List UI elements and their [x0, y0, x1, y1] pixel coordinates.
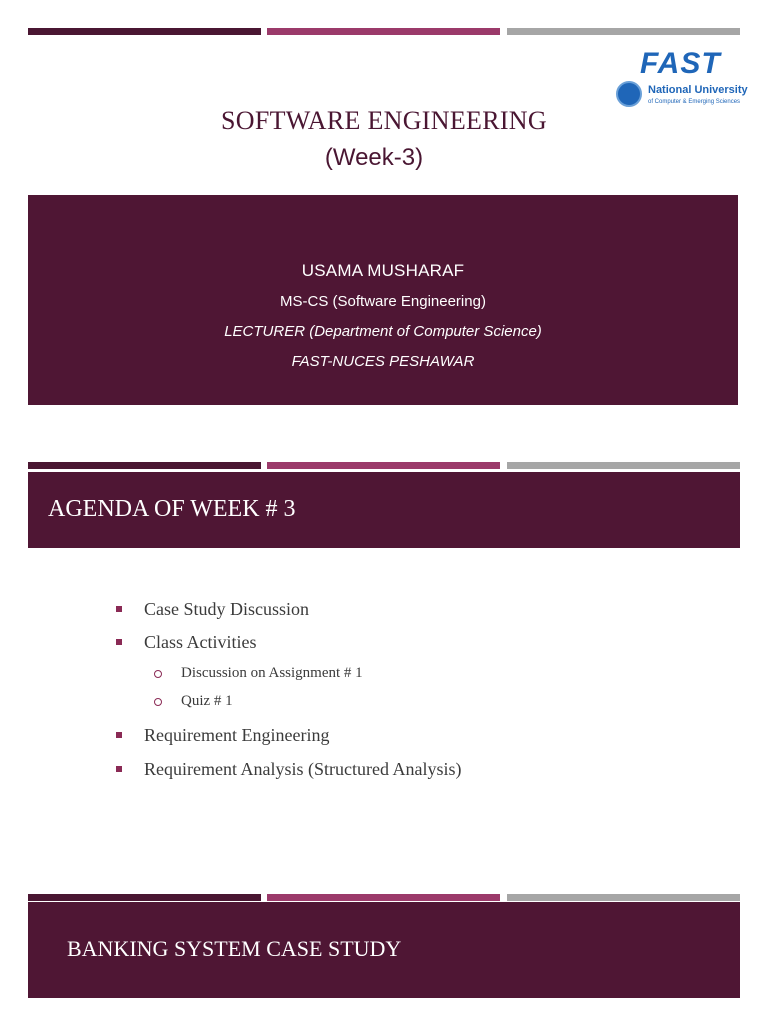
university-seal-icon [616, 81, 642, 107]
list-item-text: Quiz # 1 [181, 693, 233, 709]
presenter-panel [28, 195, 738, 405]
title-slide [0, 0, 768, 440]
bullet-square-icon [116, 766, 122, 772]
bullet-circle-icon [154, 670, 162, 678]
agenda-slide [0, 458, 768, 880]
list-item-text: Discussion on Assignment # 1 [181, 665, 363, 681]
logo-line-1: National University [648, 84, 748, 96]
logo-line-2: of Computer & Emerging Sciences [648, 99, 741, 105]
logo-wordmark: FAST [640, 47, 721, 80]
presenter-degree: MS-CS (Software Engineering) [280, 293, 486, 310]
presenter-institution: FAST-NUCES PESHAWAR [291, 353, 475, 370]
bullet-square-icon [116, 732, 122, 738]
slide-subtitle: (Week-3) [324, 144, 424, 171]
bullet-square-icon [116, 606, 122, 612]
case-study-slide [0, 888, 768, 1024]
top-stripe-gray [507, 894, 740, 901]
fast-university-logo [614, 48, 754, 114]
bullet-circle-icon [154, 698, 162, 706]
top-stripe-gray [507, 28, 740, 35]
list-item-text: Requirement Analysis (Structured Analysis) [144, 759, 462, 779]
presenter-role: LECTURER (Department of Computer Science) [224, 323, 542, 340]
top-stripe-dark [28, 28, 261, 35]
list-item-text: Requirement Engineering [144, 725, 330, 745]
agenda-list [0, 458, 768, 858]
top-stripe-accent [267, 28, 500, 35]
list-item-text: Class Activities [144, 632, 257, 652]
slide-title: SOFTWARE ENGINEERING [221, 106, 547, 135]
top-stripe-accent [267, 894, 500, 901]
presenter-name: USAMA MUSHARAF [301, 261, 465, 280]
list-item-text: Case Study Discussion [144, 599, 310, 619]
bullet-square-icon [116, 639, 122, 645]
case-study-title: BANKING SYSTEM CASE STUDY [67, 936, 402, 961]
top-stripe-dark [28, 894, 261, 901]
agenda-title: AGENDA OF WEEK # 3 [48, 496, 296, 522]
case-study-header [28, 902, 740, 998]
